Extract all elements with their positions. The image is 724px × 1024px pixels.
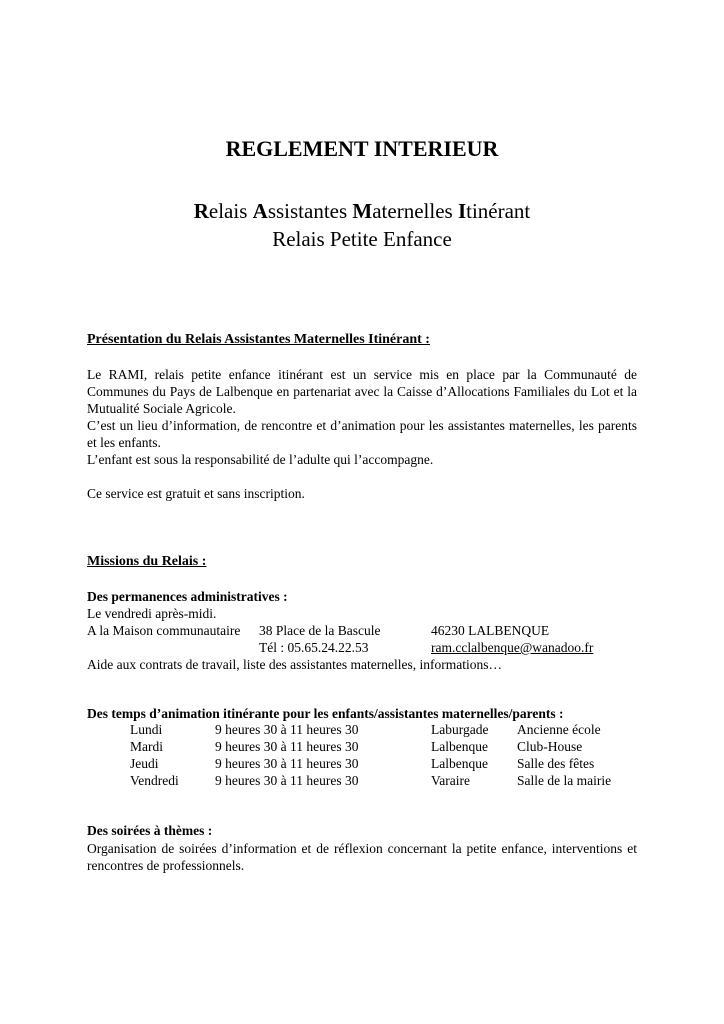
permanences-phone: Tél : 05.65.24.22.53 (259, 640, 369, 655)
venue: Ancienne école (517, 722, 601, 737)
word: ssistantes (267, 199, 353, 223)
venue: Salle des fêtes (517, 756, 595, 771)
word: aternelles (372, 199, 458, 223)
initial: M (352, 199, 373, 223)
permanences-heading: Des permanences administratives : (87, 589, 288, 604)
paragraph: C’est un lieu d’information, de rencontre et d’animation pour les assistantes maternelles, les parents et les enfants. (87, 418, 637, 450)
animation-heading: Des temps d’animation itinérante pour les enfants/assistantes maternelles/parents : (87, 706, 564, 721)
subtitle-part (352, 199, 458, 223)
permanences-address: 38 Place de la Bascule (259, 623, 381, 638)
permanences-place: A la Maison communautaire (87, 623, 241, 638)
subtitle-part (194, 199, 253, 223)
word: tinérant (466, 199, 531, 223)
town: Laburgade (431, 722, 489, 737)
subtitle-line-2: Relais Petite Enfance (272, 227, 452, 251)
subtitle-part (253, 199, 353, 223)
day: Lundi (130, 722, 163, 737)
day: Mardi (130, 739, 163, 754)
day: Jeudi (130, 756, 159, 771)
town: Lalbenque (431, 739, 488, 754)
document-title: REGLEMENT INTERIEUR (225, 136, 499, 161)
day: Vendredi (130, 773, 179, 788)
hours: 9 heures 30 à 11 heures 30 (215, 773, 359, 788)
initial: I (457, 199, 467, 223)
subtitle-part (458, 199, 530, 223)
initial: A (252, 199, 268, 223)
soirees-heading: Des soirées à thèmes : (87, 823, 213, 838)
town: Varaire (431, 773, 470, 788)
venue: Salle de la mairie (517, 773, 612, 788)
presentation-heading: Présentation du Relais Assistantes Maternelles Itinérant : (87, 332, 430, 347)
paragraph: Ce service est gratuit et sans inscription. (87, 486, 305, 501)
paragraph: L’enfant est sous la responsabilité de l’adulte qui l’accompagne. (87, 452, 434, 467)
hours: 9 heures 30 à 11 heures 30 (215, 722, 359, 737)
permanences-when: Le vendredi après-midi. (87, 606, 217, 621)
permanences-services: Aide aux contrats de travail, liste des assistantes maternelles, informations… (87, 657, 503, 672)
word: elais (208, 199, 253, 223)
town: Lalbenque (431, 756, 488, 771)
hours: 9 heures 30 à 11 heures 30 (215, 756, 359, 771)
permanences-city: 46230 LALBENQUE (431, 623, 550, 638)
subtitle-line-1 (0, 199, 724, 224)
email-link[interactable]: ram.cclalbenque@wanadoo.fr (431, 640, 594, 655)
presentation-body (87, 366, 637, 502)
hours: 9 heures 30 à 11 heures 30 (215, 739, 359, 754)
soirees-text: Organisation de soirées d’information et de réflexion concernant la petite enfance, interventions et rencontres de professionnels. (87, 841, 637, 873)
missions-heading: Missions du Relais : (87, 554, 207, 569)
venue: Club-House (517, 739, 583, 754)
paragraph: Le RAMI, relais petite enfance itinérant est un service mis en place par la Communauté de Communes du Pays de Lalbenque en partenariat avec la Caisse d’Allocations Familiales du Lot et la Mutualité Sociale Agricole. (87, 367, 637, 416)
initial: R (193, 199, 209, 223)
